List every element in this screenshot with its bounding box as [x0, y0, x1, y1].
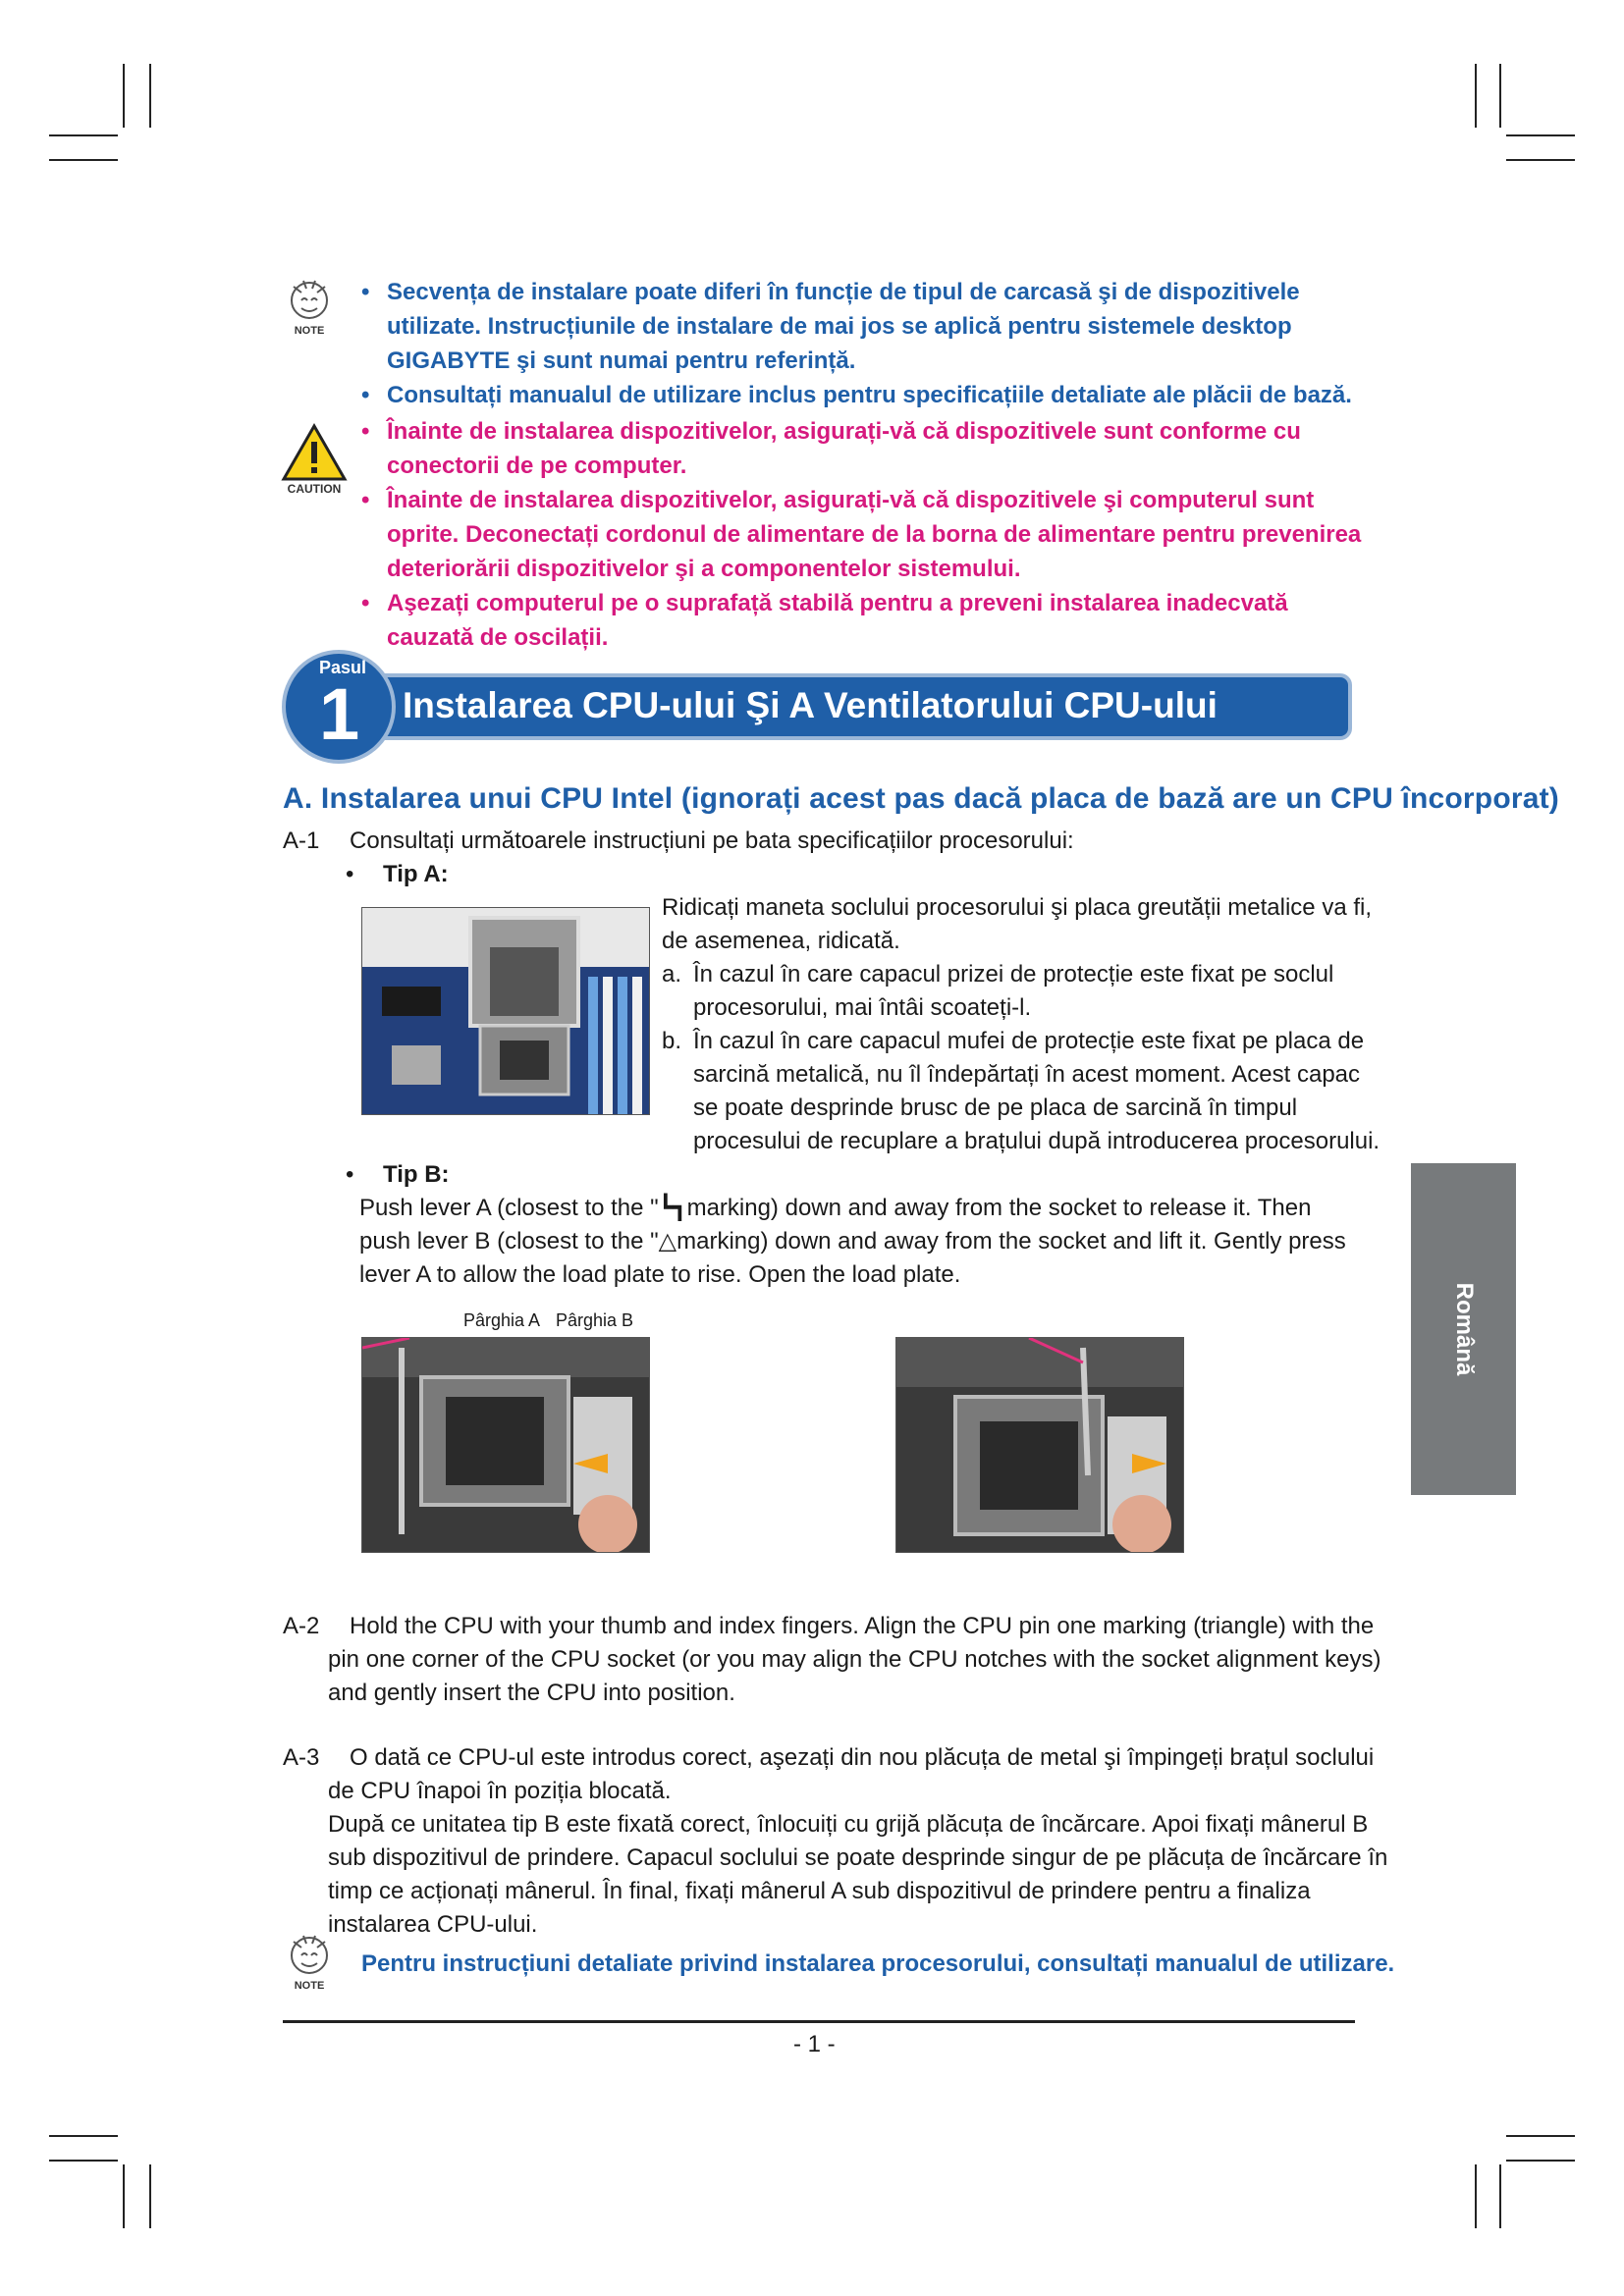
tip-a-b-label: b. — [662, 1028, 682, 1054]
tip-a-a-label: a. — [662, 961, 682, 988]
page-number: - 1 - — [793, 2031, 836, 2057]
crop-mark — [49, 2135, 118, 2137]
caution-item: • Aşezați computerul pe o suprafață stabilă pentru a preveni instalarea inadecvată cauzată de oscilații. — [361, 586, 1363, 655]
a1-text: Consultați următoarele instrucțiuni pe bata specificațiilor procesorului: — [350, 828, 1074, 854]
crop-mark — [1499, 64, 1501, 128]
tip-a-photo — [361, 907, 650, 1115]
a3-text-2: După ce unitatea tip B este fixată corect, înlocuiți cu grijă plăcuța de încărcare. Apoi fixați mânerul B sub dispozitivul de prindere. Capacul soclului se poate desprinde singur de pe plăcuța de încărcare în timp ce acționați mânerul. În final, fixați mânerul A sub dispozitivul de prindere pentru a finaliza instalarea CPU-ului. — [328, 1811, 1388, 1938]
crop-mark — [49, 134, 118, 136]
lever-b-label: Pârghia B — [556, 1310, 634, 1330]
a1-label: A-1 — [283, 828, 320, 854]
note-item: • Consultați manualul de utilizare inclus pentru specificațiile detaliate ale plăcii de bază. — [361, 378, 1363, 412]
a3-text-1: O dată ce CPU-ul este introdus corect, aşezați din nou plăcuța de metal şi împingeți brațul soclului de CPU înapoi în poziția blocată. — [328, 1744, 1375, 1804]
tip-a-b: În cazul în care capacul mufei de protecție este fixat pe placa de sarcină metalică, nu îl îndepărtați în acest moment. Acest capac se poate desprinde brusc de pe placa de sarcină în timpul procesului de recuplare a brațului după introducerea procesorului. — [693, 1028, 1380, 1154]
step-banner — [280, 648, 1360, 771]
crop-mark — [1506, 159, 1575, 161]
tip-a-label: Tip A: — [383, 861, 449, 887]
a2-label: A-2 — [283, 1613, 320, 1639]
tip-b-photo-left — [361, 1337, 650, 1553]
crop-mark — [149, 2164, 151, 2228]
caution-item: • Înainte de instalarea dispozitivelor, asigurați-vă că dispozitivele sunt conforme cu conectorii de pe computer. — [361, 414, 1363, 483]
step-title: Instalarea CPU-ului Şi A Ventilatorului CPU-ului — [403, 685, 1218, 725]
crop-mark — [1506, 134, 1575, 136]
crop-mark — [1499, 2164, 1501, 2228]
crop-mark — [123, 64, 125, 128]
note-icon — [280, 277, 339, 336]
tip-a-bullet: • — [346, 861, 354, 887]
language-tab-label: Română — [1450, 1282, 1478, 1376]
crop-mark — [123, 2164, 125, 2228]
tip-a-intro: Ridicați maneta soclului procesorului şi placa greutății metalice va fi, de asemenea, ridicată. — [662, 894, 1372, 954]
crop-mark — [49, 2160, 118, 2162]
crop-mark — [1475, 2164, 1477, 2228]
bottom-note: Pentru instrucțiuni detaliate privind instalarea procesorului, consultați manualul de utilizare. — [361, 1950, 1395, 1977]
crop-mark — [1506, 2160, 1575, 2162]
tip-b-label: Tip B: — [383, 1161, 450, 1188]
caution-item: • Înainte de instalarea dispozitivelor, asigurați-vă că dispozitivele şi computerul sunt oprite. Deconectați cordonul de alimentare de la borna de alimentare pentru prevenirea deteriorării dispozitivelor şi a componentelor sistemului. — [361, 483, 1363, 586]
crop-mark — [149, 64, 151, 128]
section-title: A. Instalarea unui CPU Intel (ignorați acest pas dacă placa de bază are un CPU încorporat) — [283, 782, 1560, 815]
tip-b-text: Push lever A (closest to the "┗┓marking) down and away from the socket to release it. Then push lever B (closest to the "△marking) down and away from the socket and lift it. Gently press lever A to allow the load plate to rise. Open the load plate. — [359, 1195, 1346, 1288]
tip-b-bullet: • — [346, 1161, 354, 1188]
tip-a-a: În cazul în care capacul prizei de protecție este fixat pe soclul procesorului, mai întâi scoateți-l. — [693, 961, 1334, 1021]
note-list — [361, 275, 1363, 412]
crop-mark — [49, 159, 118, 161]
a3-label: A-3 — [283, 1744, 320, 1771]
footer-rule — [283, 2020, 1355, 2023]
note-label: NOTE — [294, 1980, 325, 1991]
caution-icon — [280, 422, 349, 496]
a2-text: Hold the CPU with your thumb and index fingers. Align the CPU pin one marking (triangle) with the pin one corner of the CPU socket (or you may align the CPU notches with the socket alignment keys) and gently insert the CPU into position. — [328, 1613, 1381, 1706]
caution-list — [361, 414, 1363, 655]
note-icon — [280, 1932, 339, 1991]
tip-b-photo-right — [895, 1337, 1184, 1553]
lever-a-label: Pârghia A — [463, 1310, 541, 1330]
step-number: 1 — [319, 673, 360, 755]
language-tab — [1411, 1163, 1516, 1495]
step-label: Pasul — [319, 658, 367, 677]
note-item: • Secvența de instalare poate diferi în funcție de tipul de carcasă şi de dispozitivele utilizate. Instrucțiunile de instalare de mai jos se aplică pentru sistemele desktop GIGABYTE şi sunt numai pentru referință. — [361, 275, 1363, 378]
caution-label: CAUTION — [287, 482, 342, 496]
note-label: NOTE — [294, 325, 325, 336]
crop-mark — [1506, 2135, 1575, 2137]
crop-mark — [1475, 64, 1477, 128]
